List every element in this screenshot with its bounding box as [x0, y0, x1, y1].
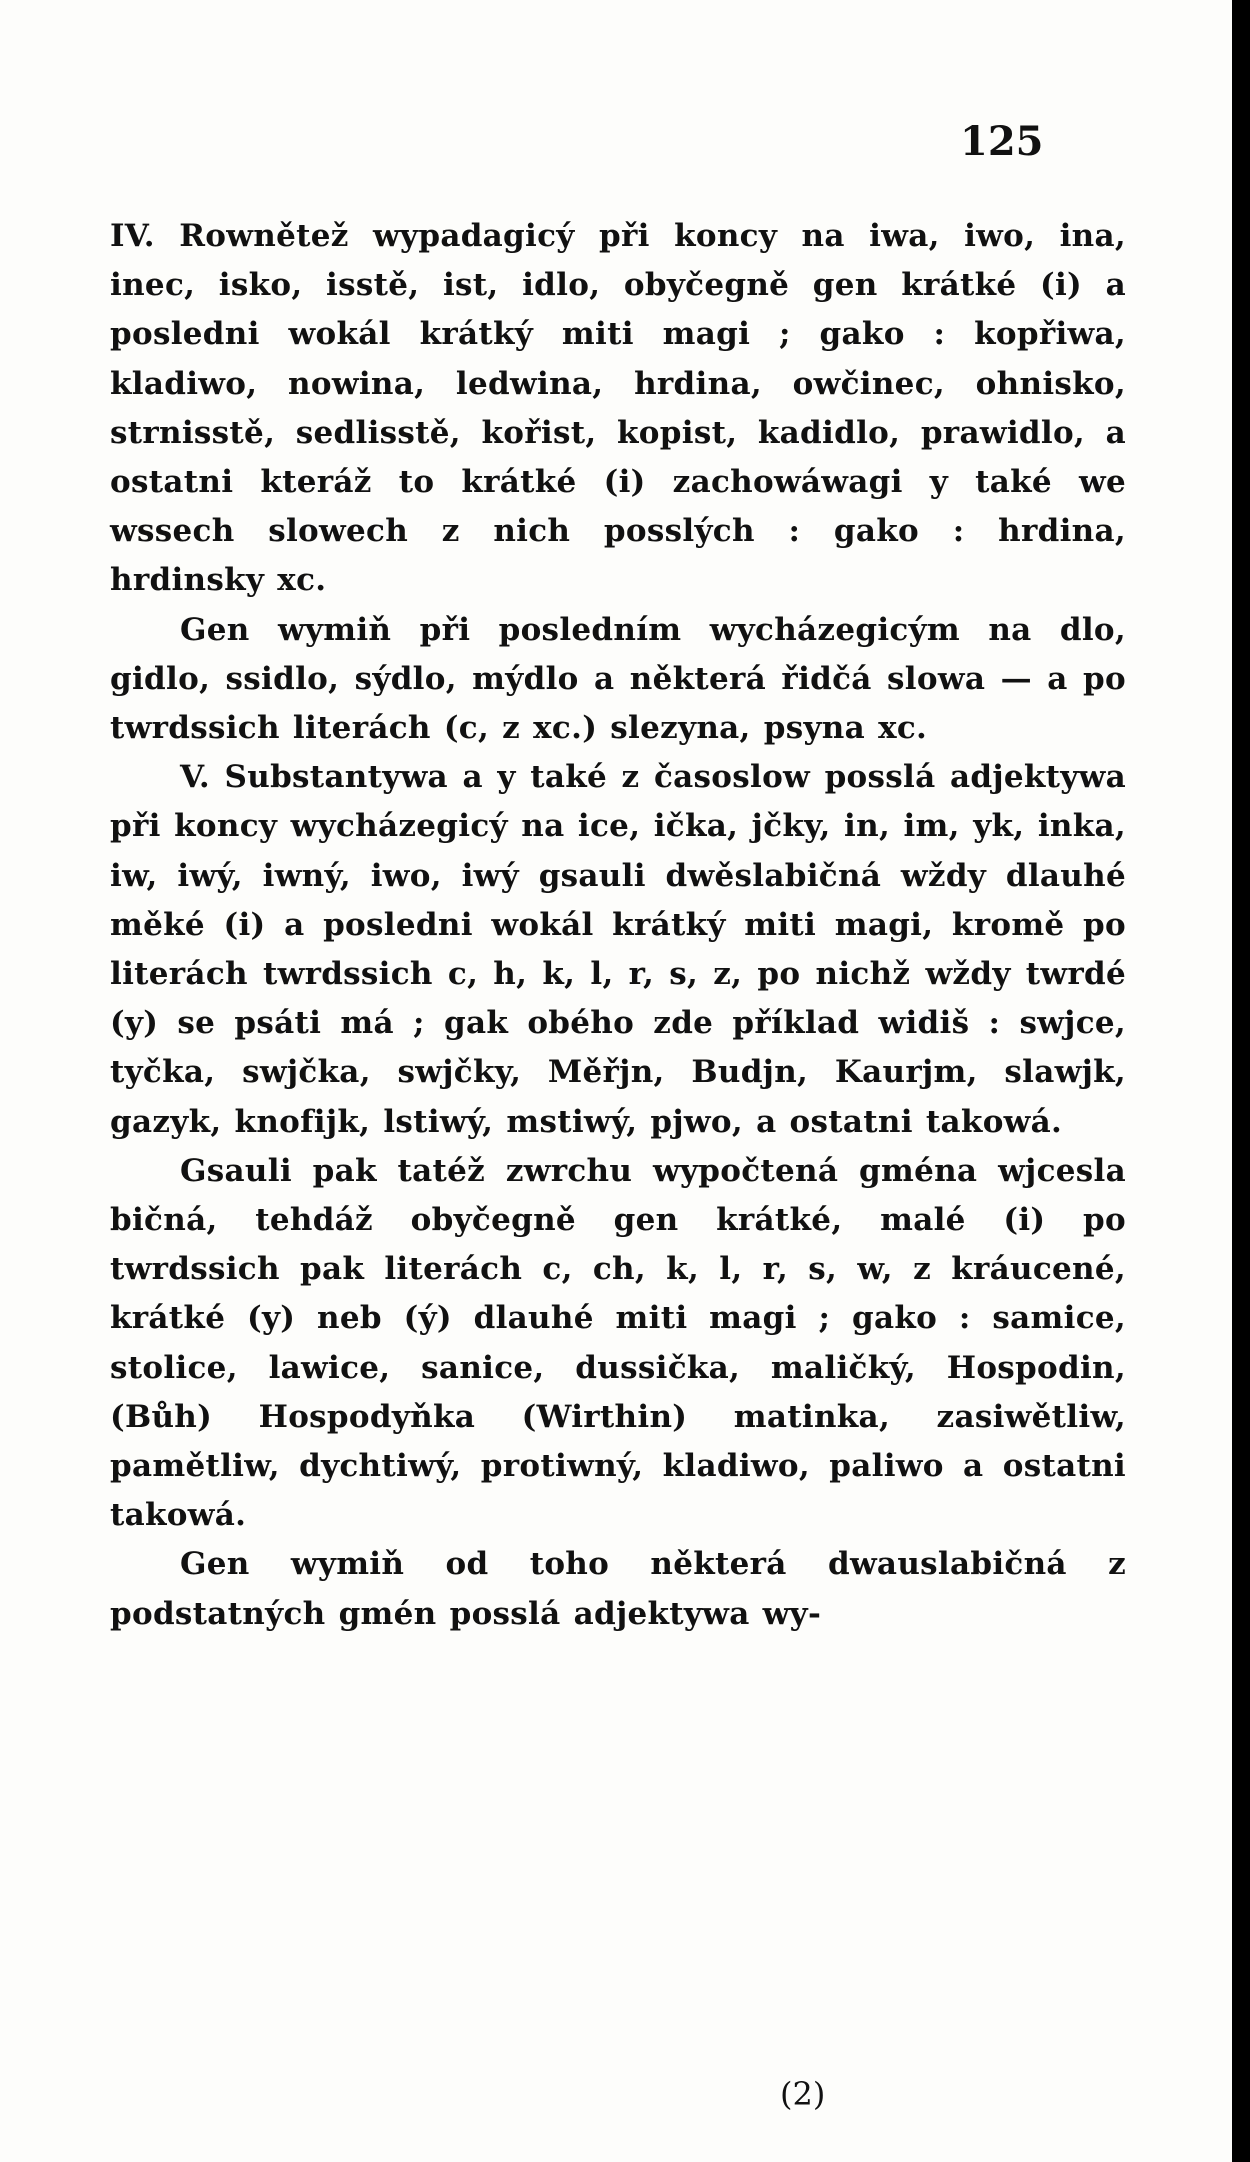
paragraph-polysyllabic: Gsauli pak tatéž zwrchu wypočtená gména wjcesla bičná, tehdáž obyčegně gen krátké, malé (i) po twrdssich pak literách c, ch, k, l, r, s, w, z kráucené, krátké (y) neb (ý) dlauhé miti magi ; gako : samice, stolice, lawice, sanice, dussička, maličký, Hospodin, (Bůh) Hospodyňka (Wirthin) matinka, zasiwětliw, pamětliw, dychtiwý, protiwný, kladiwo, paliwo a ostatni takowá. [110, 1152, 1126, 1534]
paragraph-exceptions-disyllabic: Gen wymiň od toho některá dwauslabičná z podstatných gmén posslá adjektywa wy- [110, 1546, 1126, 1632]
paragraph-v: V. Substantywa a y také z časoslow posslá adjektywa při koncy wycházegicý na ice, ička, jčky, in, im, yk, inka, iw, iwý, iwný, iwo, iwý gsauli dwěslabičná wždy dlauhé měké (i) a posledni wokál krátký miti magi, kromě po literách twrdssich c, h, k, l, r, s, z, po nichž wždy twrdé (y) se psáti má ; gak obého zde příklad widiš : swjce, tyčka, swjčka, swjčky, Měřjn, Budjn, Kaurjm, slawjk, gazyk, knofijk, lstiwý, mstiwý, pjwo, a ostatni takowá. [110, 759, 1126, 1140]
paragraph-exceptions-dlo: Gen wymiň při posledním wycházegicým na dlo, gidlo, ssidlo, sýdlo, mýdlo a některá řidčá slowa — a po twrdssich literách (c, z xc.) slezyna, psyna xc. [110, 611, 1126, 747]
page-edge [1232, 0, 1250, 2162]
paragraph-iv: IV. Rownětež wypadagicý při koncy na iwa, iwo, ina, inec, isko, isstě, ist, idlo, obyčegně gen krátké (i) a posledni wokál krátký miti magi ; gako : kopřiwa, kladiwo, nowina, ledwina, hrdina, owčinec, ohnisko, strnisstě, sedlisstě, kořist, kopist, kadidlo, prawidlo, a ostatni kteráž to krátké (i) zachowáwagi y také we wssech slowech z nich posslých : gako : hrdina, hrdinsky xc. [110, 218, 1126, 599]
signature-mark: (2) [780, 2075, 826, 2113]
page-number: 125 [960, 118, 1044, 165]
body-text [110, 212, 1126, 1639]
